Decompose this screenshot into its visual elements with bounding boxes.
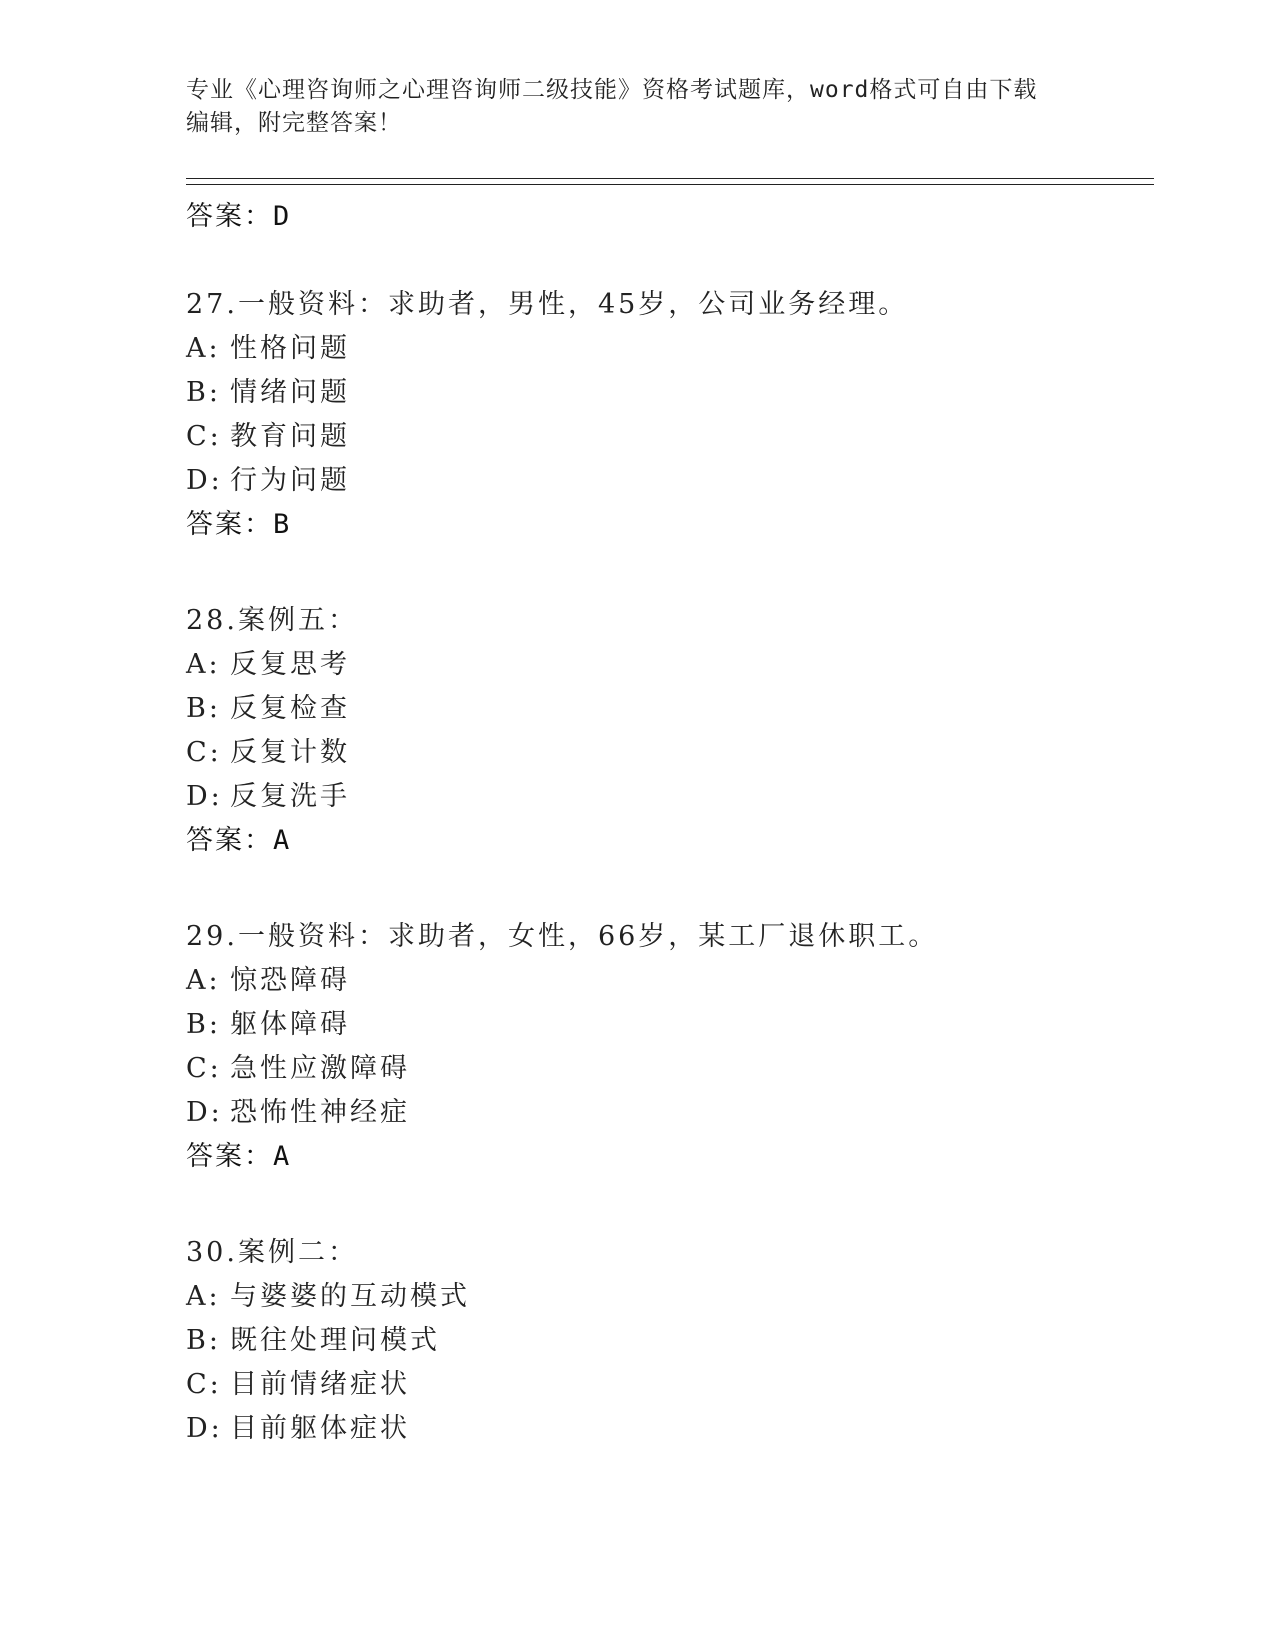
option-text: 情绪问题 xyxy=(230,377,350,408)
option-d xyxy=(186,1406,410,1445)
answer: 答案：A xyxy=(186,825,292,856)
option-a xyxy=(186,326,350,365)
option-text: 躯体障碍 xyxy=(230,1009,350,1040)
header-divider-top xyxy=(186,178,1154,179)
header-line-2: 编辑，附完整答案！ xyxy=(186,110,402,136)
option-text: 反复计数 xyxy=(230,737,350,768)
option-b xyxy=(186,686,350,725)
option-label: A: xyxy=(186,965,221,996)
option-text: 目前情绪症状 xyxy=(230,1369,410,1400)
option-text: 惊恐障碍 xyxy=(230,965,350,996)
question-stem: 28.案例五： xyxy=(186,605,358,636)
option-a xyxy=(186,958,350,997)
option-label: B: xyxy=(186,693,221,724)
question-stem: 27.一般资料：求助者，男性，45岁，公司业务经理。 xyxy=(186,289,909,320)
option-text: 反复洗手 xyxy=(230,781,350,812)
option-label: A: xyxy=(186,1281,221,1312)
option-label: B: xyxy=(186,377,221,408)
option-text: 既往处理问模式 xyxy=(230,1325,440,1356)
option-d xyxy=(186,458,350,497)
option-text: 与婆婆的互动模式 xyxy=(230,1281,470,1312)
option-text: 恐怖性神经症 xyxy=(230,1097,410,1128)
option-label: D: xyxy=(186,1097,223,1128)
option-text: 性格问题 xyxy=(230,333,350,364)
option-label: C: xyxy=(186,1369,222,1400)
option-label: C: xyxy=(186,737,222,768)
option-c xyxy=(186,414,350,453)
option-text: 目前躯体症状 xyxy=(230,1413,410,1444)
previous-answer: 答案：D xyxy=(186,201,292,232)
option-c xyxy=(186,730,350,769)
option-text: 行为问题 xyxy=(230,465,350,496)
option-a xyxy=(186,1274,470,1313)
option-label: A: xyxy=(186,649,221,680)
answer: 答案：B xyxy=(186,509,292,540)
option-label: B: xyxy=(186,1325,221,1356)
answer: 答案：A xyxy=(186,1141,292,1172)
question-stem: 29.一般资料：求助者，女性，66岁，某工厂退休职工。 xyxy=(186,921,939,952)
option-label: C: xyxy=(186,421,222,452)
option-a xyxy=(186,642,350,681)
option-d xyxy=(186,1090,410,1129)
option-text: 教育问题 xyxy=(230,421,350,452)
option-b xyxy=(186,370,350,409)
option-text: 反复检查 xyxy=(230,693,350,724)
option-d xyxy=(186,774,350,813)
option-c xyxy=(186,1046,410,1085)
question-stem: 30.案例二： xyxy=(186,1237,358,1268)
header-line-1: 专业《心理咨询师之心理咨询师二级技能》资格考试题库，word格式可自由下载 xyxy=(186,77,1038,103)
option-label: D: xyxy=(186,1413,223,1444)
option-label: A: xyxy=(186,333,221,364)
option-label: D: xyxy=(186,781,223,812)
header-divider-bottom xyxy=(186,184,1154,185)
option-label: C: xyxy=(186,1053,222,1084)
option-label: B: xyxy=(186,1009,221,1040)
option-label: D: xyxy=(186,465,223,496)
document-header xyxy=(186,74,1086,140)
option-text: 急性应激障碍 xyxy=(230,1053,410,1084)
option-b xyxy=(186,1002,350,1041)
option-c xyxy=(186,1362,410,1401)
option-text: 反复思考 xyxy=(230,649,350,680)
option-b xyxy=(186,1318,440,1357)
